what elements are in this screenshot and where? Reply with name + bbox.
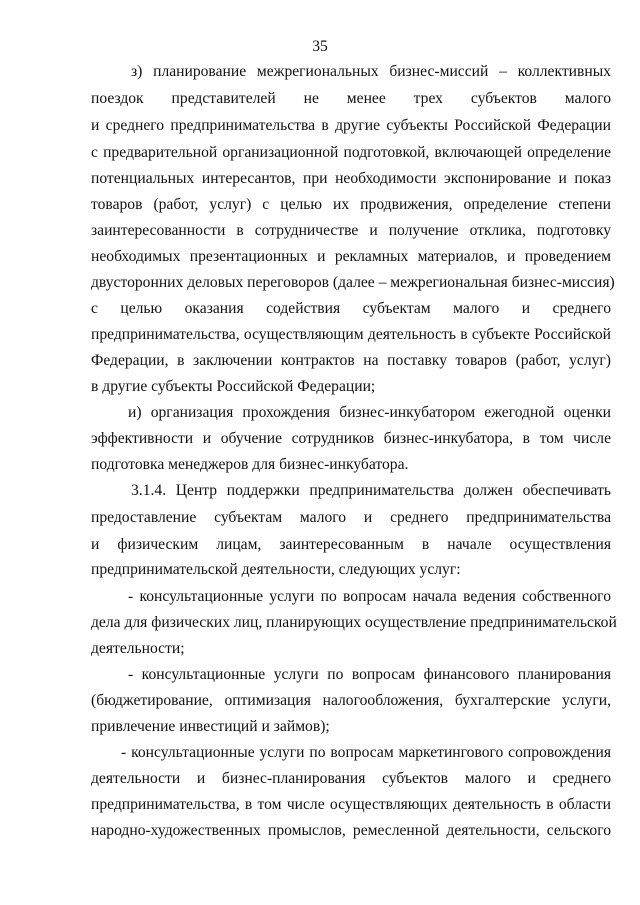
text-line: подготовка менеджеров для бизнес-инкубатора.	[91, 456, 409, 473]
text-line: предпринимательства, в том числе осуществляющих деятельность в области	[91, 796, 611, 813]
text-line: с предварительной организационной подготовкой, включающей определение	[91, 144, 611, 161]
text-line: эффективности и обучение сотрудников бизнес-инкубатора, в том числе	[91, 430, 611, 447]
text-line: двусторонних деловых переговоров (далее – межрегиональная бизнес-миссия)	[91, 274, 615, 291]
text-line: в другие субъекты Российской Федерации;	[91, 378, 376, 395]
text-line: дела для физических лиц, планирующих осуществление предпринимательской	[91, 614, 617, 631]
page-number: 35	[312, 38, 328, 55]
text-line: товаров (работ, услуг) с целью их продвижения, определение степени	[91, 196, 611, 213]
text-line: заинтересованности в сотрудничестве и получение отклика, подготовку	[91, 222, 611, 239]
text-line: привлечение инвестиций и займов);	[91, 718, 330, 735]
text-line: и среднего предпринимательства в другие субъекты Российской Федерации	[91, 117, 611, 134]
text-line: и) организация прохождения бизнес-инкубатором ежегодной оценки	[128, 404, 611, 421]
text-line: - консультационные услуги по вопросам финансового планирования	[128, 666, 611, 683]
text-line: деятельности;	[91, 640, 185, 657]
text-line: предпринимательской деятельности, следующих услуг:	[91, 561, 461, 578]
text-line: - консультационные услуги по вопросам маркетингового сопровождения	[121, 744, 611, 761]
text-line: поездок представителей не менее трех субъектов малого	[91, 90, 611, 107]
text-line: - консультационные услуги по вопросам начала ведения собственного	[128, 588, 611, 605]
text-line: и физическим лицам, заинтересованным в начале осуществления	[91, 536, 611, 553]
text-line: Федерации, в заключении контрактов на поставку товаров (работ, услуг)	[91, 352, 611, 369]
text-line: потенциальных интересантов, при необходимости экспонирование и показ	[91, 170, 611, 187]
text-line: с целью оказания содействия субъектам малого и среднего	[91, 300, 611, 317]
text-line: необходимых презентационных и рекламных материалов, и проведением	[91, 248, 611, 265]
text-line: народно-художественных промыслов, ремесленной деятельности, сельского	[91, 822, 611, 839]
text-line: деятельности и бизнес-планирования субъектов малого и среднего	[91, 770, 611, 787]
text-line: предоставление субъектам малого и среднего предпринимательства	[91, 509, 611, 526]
text-line: з) планирование межрегиональных бизнес-миссий – коллективных	[131, 63, 611, 80]
text-line: 3.1.4. Центр поддержки предпринимательства должен обеспечивать	[131, 482, 611, 499]
text-line: (бюджетирование, оптимизация налогообложения, бухгалтерские услуги,	[91, 692, 611, 709]
text-line: предпринимательства, осуществляющим деятельность в субъекте Российской	[91, 326, 611, 343]
